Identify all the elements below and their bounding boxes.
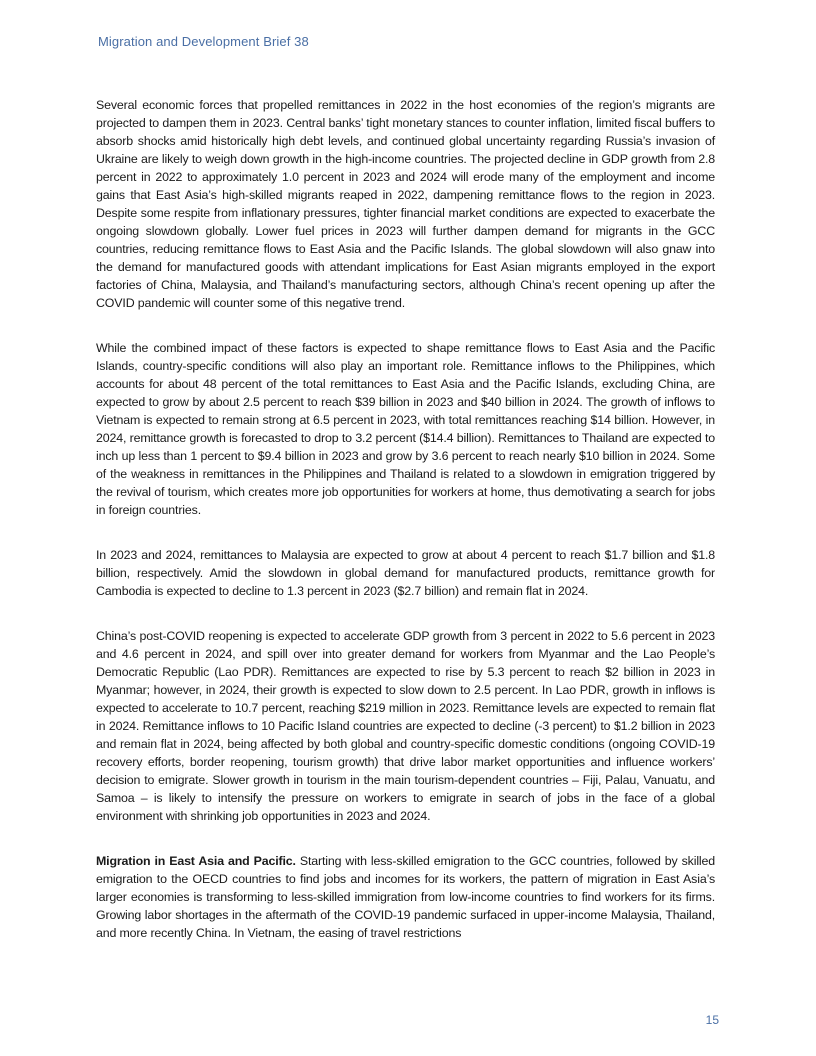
paragraph-text: China’s post-COVID reopening is expected to accelerate GDP growth from 3 percent in 2022 to 5.6 percent in 2023 and 4.6 percent in 2024, and spill over into greater demand for workers from Myanmar and the Lao People’s Democratic Republic (Lao PDR). Remittances are expected to rise by 5.3 percent to reach $2 billion in 2023 in Myanmar; however, in 2024, their growth is expected to slow down to 2.5 percent. In Lao PDR, growth in inflows is expected to accelerate to 10.7 percent, reaching $219 million in 2023. Remittance levels are expected to remain flat in 2024. Remittance inflows to 10 Pacific Island countries are expected to decline (-3 percent) to $1.2 billion in 2023 and remain flat in 2024, being affected by both global and country-specific domestic conditions (ongoing COVID-19 recovery efforts, border reopening, tourism growth) that drive labor market opportunities and influence workers’ decision to emigrate. Slower growth in tourism in the main tourism-dependent countries – Fiji, Palau, Vanuatu, and Samoa – is likely to intensify the pressure on workers to emigrate in search of jobs in the face of a global environment with shrinking job opportunities in 2023 and 2024. [96, 629, 715, 823]
paragraph-country-conditions [96, 339, 715, 519]
paragraph-text: While the combined impact of these factors is expected to shape remittance flows to East Asia and the Pacific Islands, country-specific conditions will also play an important role. Remittance inflows to the Philippines, which accounts for about 48 percent of the total remittances to East Asia and the Pacific Islands, excluding China, are expected to grow by about 2.5 percent to reach $39 billion in 2023 and $40 billion in 2024. The growth of inflows to Vietnam is expected to remain strong at 6.5 percent in 2023, with total remittances reaching $14 billion. However, in 2024, remittance growth is forecasted to drop to 3.2 percent ($14.4 billion). Remittances to Thailand are expected to inch up less than 1 percent to $9.4 billion in 2023 and grow by 3.6 percent to reach nearly $10 billion in 2024. Some of the weakness in remittances in the Philippines and Thailand is related to a slowdown in emigration triggered by the revival of tourism, which creates more job opportunities for workers at home, thus demotivating a search for jobs in foreign countries. [96, 341, 715, 517]
paragraph-migration-east-asia [96, 852, 715, 942]
document-body [96, 96, 715, 969]
running-header: Migration and Development Brief 38 [98, 34, 309, 49]
paragraph-host-economy-forces [96, 96, 715, 312]
paragraph-text: Several economic forces that propelled remittances in 2022 in the host economies of the region’s migrants are projected to dampen them in 2023. Central banks’ tight monetary stances to counter inflation, limited fiscal buffers to absorb shocks amid historically high debt levels, and continued global uncertainty regarding Russia’s invasion of Ukraine are likely to weigh down growth in the high-income countries. The projected decline in GDP growth from 2.8 percent in 2022 to approximately 1.0 percent in 2023 and 2024 will erode many of the employment and income gains that East Asia’s high-skilled migrants reaped in 2022, dampening remittance flows to the region in 2023. Despite some respite from inflationary pressures, tighter financial market conditions are expected to exacerbate the ongoing slowdown globally. Lower fuel prices in 2023 will further dampen demand for migrants in the GCC countries, reducing remittance flows to East Asia and the Pacific Islands. The global slowdown will also gnaw into the demand for manufactured goods with attendant implications for East Asian migrants employed in the export factories of China, Malaysia, and Thailand’s manufacturing sectors, although China’s recent opening up after the COVID pandemic will counter some of this negative trend. [96, 98, 715, 310]
paragraph-text: Starting with less-skilled emigration to the GCC countries, followed by skilled emigration to the OECD countries to find jobs and incomes for its workers, the pattern of migration in East Asia’s larger economies is transforming to less-skilled immigration from low-income countries to find workers for its firms. Growing labor shortages in the aftermath of the COVID-19 pandemic surfaced in upper-income Malaysia, Thailand, and more recently China. In Vietnam, the easing of travel restrictions [96, 854, 716, 940]
paragraph-malaysia-cambodia [96, 546, 715, 600]
paragraph-lead-heading: Migration in East Asia and Pacific. [96, 854, 296, 868]
paragraph-china-reopening [96, 627, 715, 825]
paragraph-text: In 2023 and 2024, remittances to Malaysia are expected to grow at about 4 percent to reach $1.7 billion and $1.8 billion, respectively. Amid the slowdown in global demand for manufactured products, remittance growth for Cambodia is expected to decline to 1.3 percent in 2023 ($2.7 billion) and remain flat in 2024. [96, 548, 715, 598]
page-number: 15 [705, 1013, 719, 1027]
